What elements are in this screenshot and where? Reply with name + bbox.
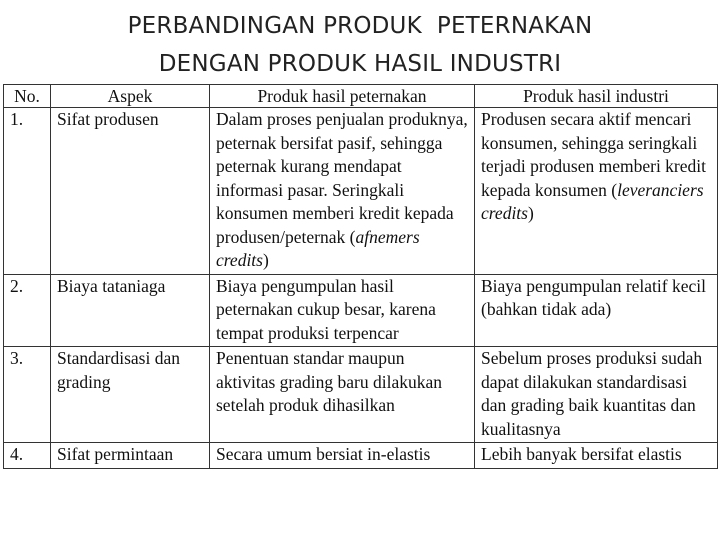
row-aspek: Biaya tataniaga — [51, 274, 210, 347]
table-row — [4, 443, 718, 469]
row-industri: Lebih banyak bersifat elastis — [475, 443, 718, 469]
title-line-2: DENGAN PRODUK HASIL INDUSTRI — [158, 51, 562, 77]
table-header-row — [4, 85, 718, 108]
title-line-1: PERBANDINGAN PRODUK PETERNAKAN — [127, 13, 593, 39]
row-aspek: Standardisasi dan grading — [51, 347, 210, 443]
row-industri: Sebelum proses produksi sudah dapat dilakukan standardisasi dan grading baik kuantitas dan kualitasnya — [475, 347, 718, 443]
row-number: 1. — [4, 108, 51, 275]
row-peternakan: Biaya pengumpulan hasil peternakan cukup besar, karena tempat produksi terpencar — [210, 274, 475, 347]
table-row — [4, 274, 718, 347]
page-title — [0, 7, 720, 83]
row-number: 3. — [4, 347, 51, 443]
cell-text-end: ) — [527, 203, 534, 223]
cell-text: Dalam proses penjualan produknya, peternak bersifat pasif, sehingga peternak kurang mendapat informasi pasar. Seringkali konsumen memberi kredit kepada produsen/peternak ( — [216, 109, 468, 247]
header-produk-peternakan: Produk hasil peternakan — [210, 85, 475, 108]
table-row — [4, 347, 718, 443]
row-peternakan: Secara umum bersiat in-elastis — [210, 443, 475, 469]
table-row — [4, 108, 718, 275]
cell-text: Produsen secara aktif mencari konsumen, sehingga seringkali terjadi produsen memberi kredit kepada konsumen ( — [481, 109, 706, 200]
cell-italic-term: afnemers credits — [216, 226, 420, 270]
row-aspek: Sifat permintaan — [51, 443, 210, 469]
row-peternakan: Penentuan standar maupun aktivitas grading baru dilakukan setelah produk dihasilkan — [210, 347, 475, 443]
row-number: 4. — [4, 443, 51, 469]
row-industri: Biaya pengumpulan relatif kecil (bahkan tidak ada) — [475, 274, 718, 347]
comparison-table — [3, 84, 718, 469]
row-aspek: Sifat produsen — [51, 108, 210, 275]
header-aspek: Aspek — [51, 85, 210, 108]
row-number: 2. — [4, 274, 51, 347]
header-no: No. — [4, 85, 51, 108]
cell-italic-term: leveranciers credits — [481, 179, 704, 223]
header-produk-industri: Produk hasil industri — [475, 85, 718, 108]
row-industri — [475, 108, 718, 275]
row-peternakan — [210, 108, 475, 275]
cell-text-end: ) — [262, 250, 269, 270]
